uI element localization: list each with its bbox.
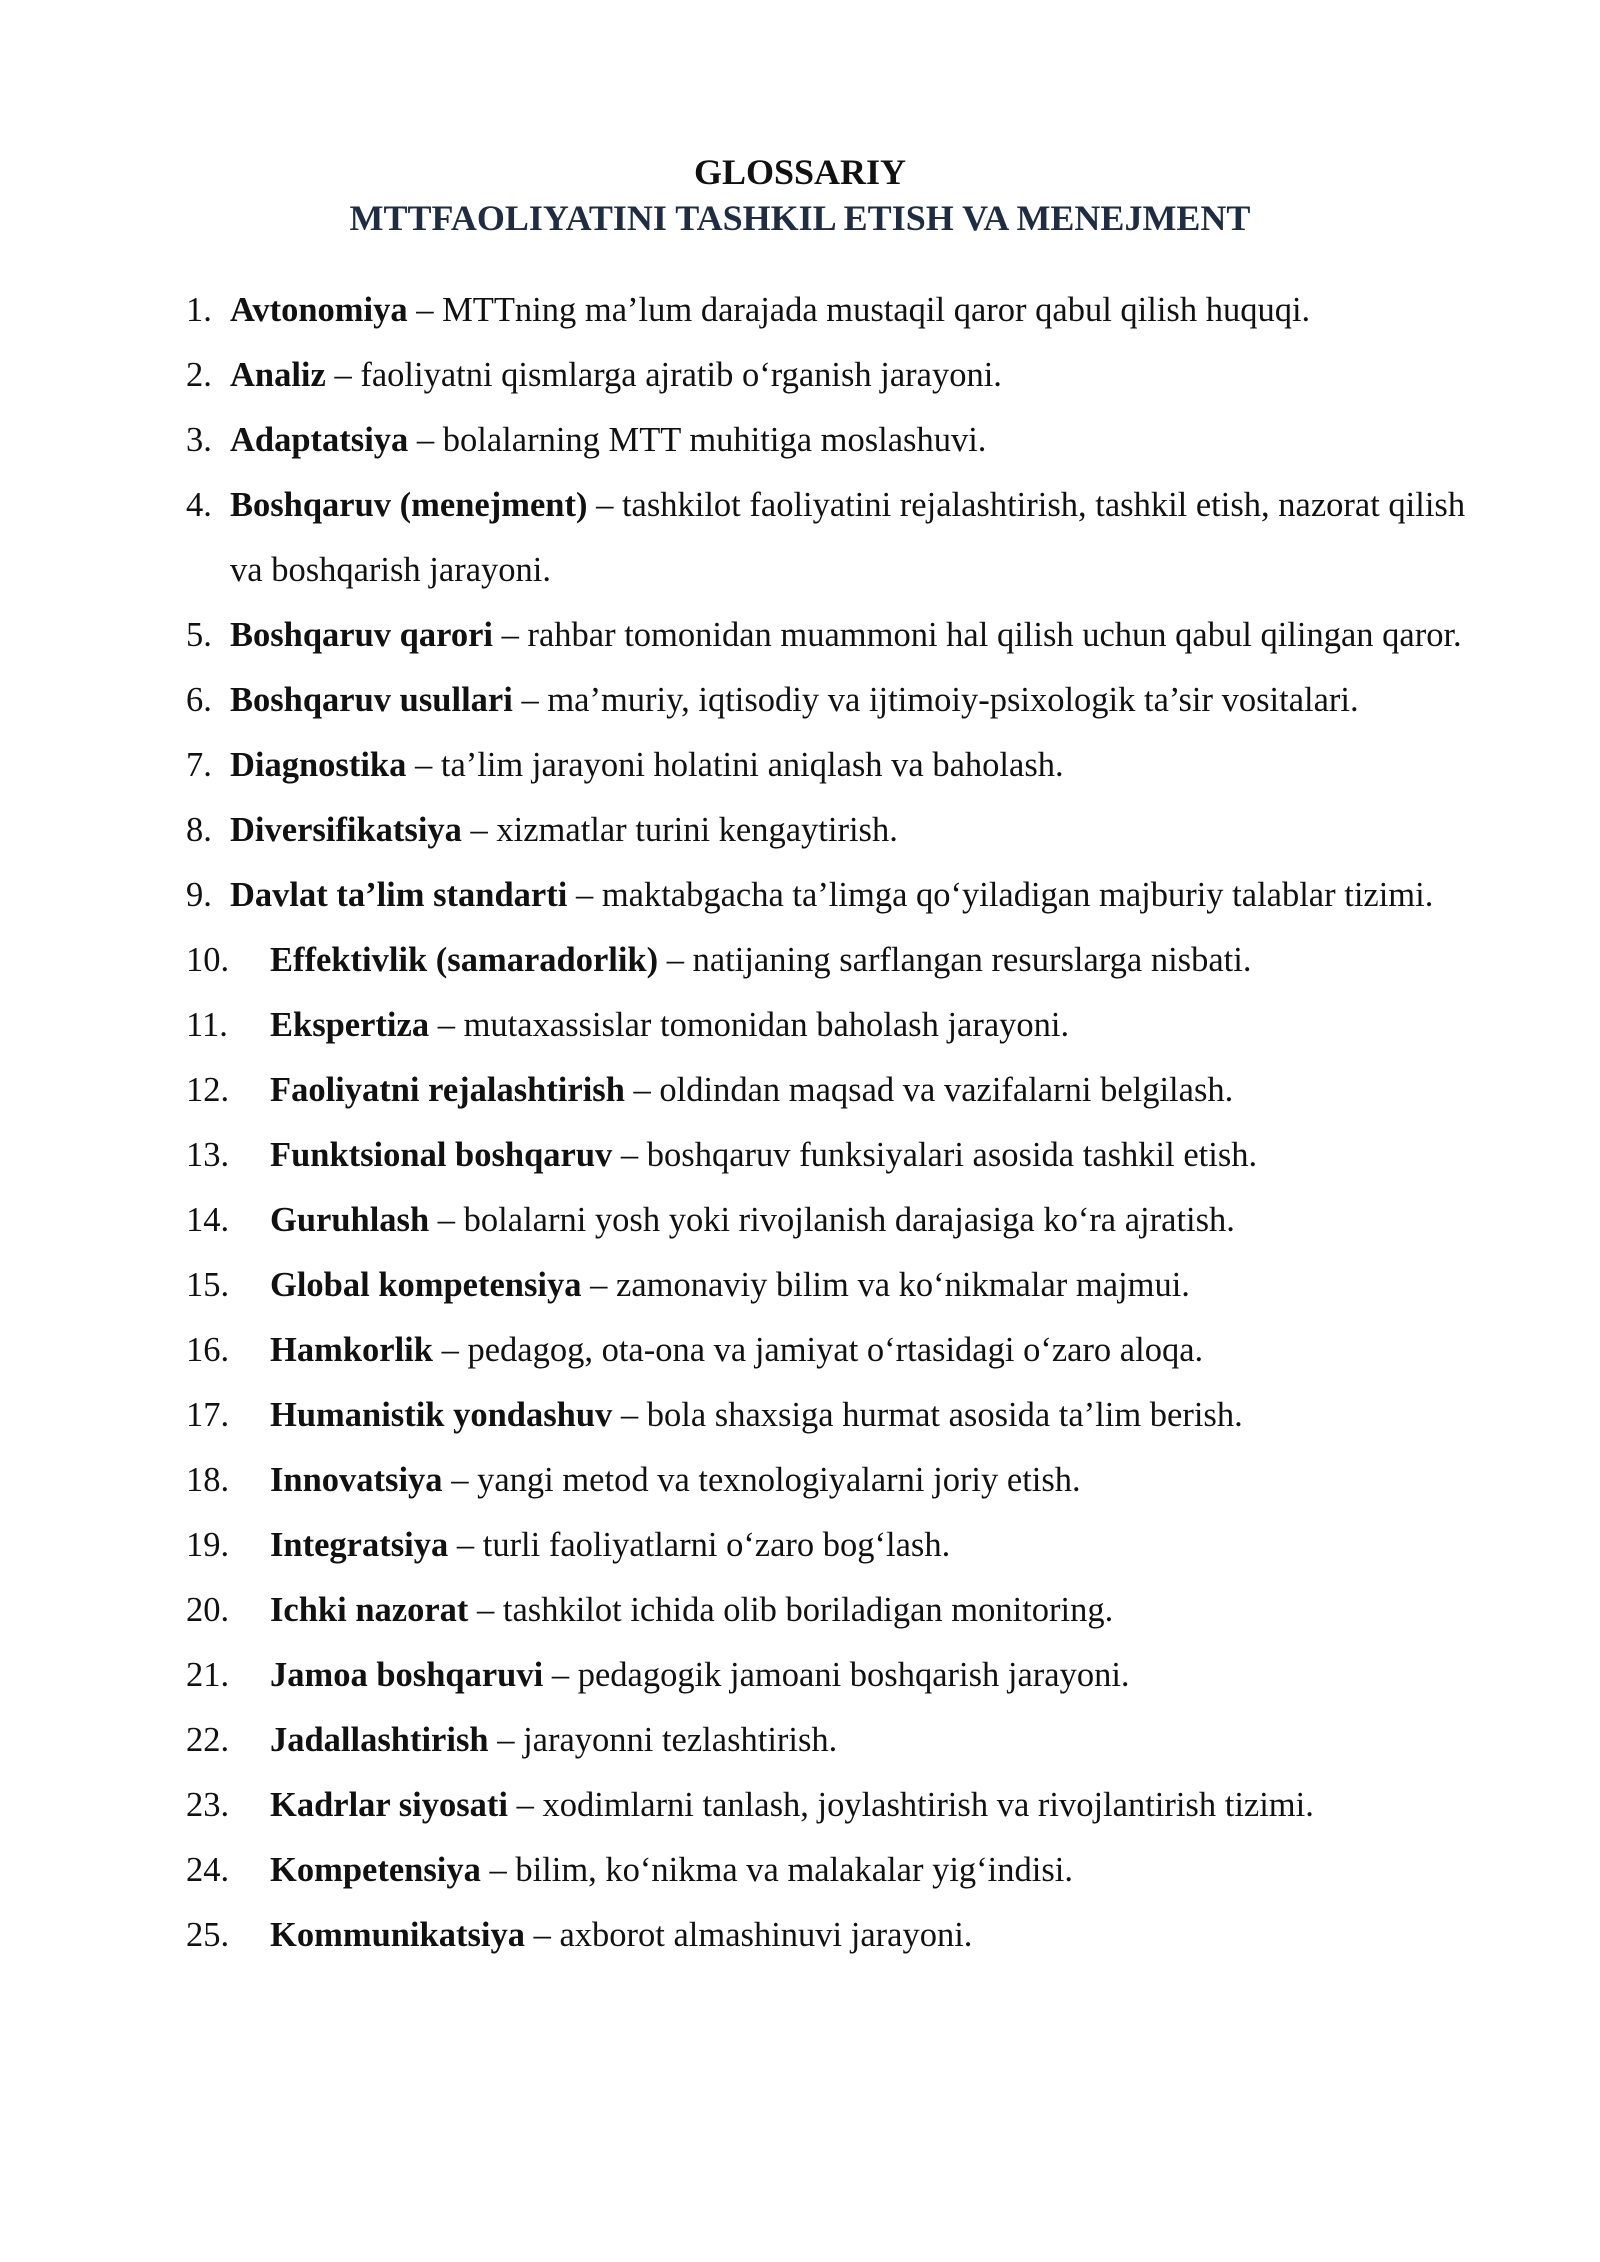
entry-term: Humanistik yondashuv xyxy=(270,1396,613,1434)
entry-number: 8. xyxy=(186,811,212,849)
glossary-entry xyxy=(186,1903,1496,1968)
page-title: GLOSSARIY xyxy=(693,152,907,192)
entry-number: 22. xyxy=(186,1721,230,1759)
glossary-entry xyxy=(186,603,1496,668)
entry-term: Jamoa boshqaruvi xyxy=(270,1656,544,1694)
entry-number: 17. xyxy=(186,1396,230,1434)
entry-term: Boshqaruv (menejment) xyxy=(230,486,588,524)
entry-definition: – mutaxassislar tomonidan baholash jarayoni. xyxy=(429,1006,1070,1044)
glossary-entry xyxy=(186,343,1496,408)
entry-definition: – jarayonni tezlashtirish. xyxy=(488,1721,838,1759)
entry-number: 19. xyxy=(186,1526,230,1564)
entry-term: Kompetensiya xyxy=(270,1851,481,1889)
entry-definition: – zamonaviy bilim va ko‘nikmalar majmui. xyxy=(581,1266,1190,1304)
entry-number: 14. xyxy=(186,1201,230,1239)
entry-number: 23. xyxy=(186,1786,230,1824)
entry-term: Kadrlar siyosati xyxy=(270,1786,508,1824)
entry-definition: – pedagogik jamoani boshqarish jarayoni. xyxy=(543,1656,1130,1694)
glossary-entry xyxy=(186,1513,1496,1578)
entry-definition: – oldindan maqsad va vazifalarni belgilash. xyxy=(624,1071,1234,1109)
entry-definition: – boshqaruv funksiyalari asosida tashkil etish. xyxy=(612,1136,1258,1174)
glossary-entry xyxy=(186,1318,1496,1383)
entry-number: 13. xyxy=(186,1136,230,1174)
entry-definition: – ta’lim jarayoni holatini aniqlash va baholash. xyxy=(406,746,1064,784)
entry-term: Guruhlash xyxy=(270,1201,430,1239)
entry-term: Boshqaruv qarori xyxy=(230,616,493,654)
glossary-entry xyxy=(186,1448,1496,1513)
entry-definition: – ma’muriy, iqtisodiy va ijtimoiy-psixologik ta’sir vositalari. xyxy=(512,681,1359,719)
entry-number: 16. xyxy=(186,1331,230,1369)
entry-term: Global kompetensiya xyxy=(270,1266,582,1304)
entry-definition: – xodimlarni tanlash, joylashtirish va rivojlantirish tizimi. xyxy=(508,1786,1314,1824)
entry-definition: – faoliyatni qismlarga ajratib o‘rganish jarayoni. xyxy=(325,356,1002,394)
entry-definition: – bolalarning MTT muhitiga moslashuvi. xyxy=(408,421,987,459)
glossary-entry xyxy=(186,928,1496,993)
glossary-entry xyxy=(186,1058,1496,1123)
glossary-entry xyxy=(186,1253,1496,1318)
glossary-entry xyxy=(186,473,1496,603)
entry-number: 10. xyxy=(186,941,230,979)
entry-term: Ichki nazorat xyxy=(270,1591,469,1629)
glossary-entry xyxy=(186,1773,1496,1838)
glossary-entry xyxy=(186,993,1496,1058)
entry-definition: – maktabgacha ta’limga qo‘yiladigan majburiy talablar tizimi. xyxy=(567,876,1434,914)
entry-term: Effektivlik (samaradorlik) xyxy=(270,941,659,979)
glossary-entry xyxy=(186,1578,1496,1643)
entry-term: Davlat ta’lim standarti xyxy=(230,876,568,914)
glossary-entry xyxy=(186,1643,1496,1708)
entry-number: 15. xyxy=(186,1266,230,1304)
entry-definition: – xizmatlar turini kengaytirish. xyxy=(461,811,898,849)
glossary-entry xyxy=(186,1123,1496,1188)
entry-term: Diversifikatsiya xyxy=(230,811,462,849)
entry-term: Diagnostika xyxy=(230,746,407,784)
entry-number: 3. xyxy=(186,421,212,459)
entry-definition: – tashkilot faoliyatini rejalashtirish, tashkil etish, nazorat qilish va boshqarish jarayoni. xyxy=(230,486,1466,589)
entry-definition: – yangi metod va texnologiyalarni joriy etish. xyxy=(442,1461,1081,1499)
glossary-entry xyxy=(186,1383,1496,1448)
entry-term: Kommunikatsiya xyxy=(270,1916,525,1954)
entry-definition: – turli faoliyatlarni o‘zaro bog‘lash. xyxy=(448,1526,951,1564)
entry-number: 25. xyxy=(186,1916,230,1954)
entry-definition: – pedagog, ota-ona va jamiyat o‘rtasidagi o‘zaro aloqa. xyxy=(432,1331,1204,1369)
entry-number: 11. xyxy=(186,1006,228,1044)
entry-term: Innovatsiya xyxy=(270,1461,443,1499)
entry-number: 12. xyxy=(186,1071,230,1109)
entry-definition: – bola shaxsiga hurmat asosida ta’lim berish. xyxy=(612,1396,1243,1434)
glossary-entry xyxy=(186,863,1496,928)
entry-number: 6. xyxy=(186,681,212,719)
entry-definition: – bolalarni yosh yoki rivojlanish darajasiga ko‘ra ajratish. xyxy=(429,1201,1235,1239)
glossary-entry xyxy=(186,733,1496,798)
entry-definition: – rahbar tomonidan muammoni hal qilish uchun qabul qilingan qaror. xyxy=(492,616,1462,654)
glossary-entry xyxy=(186,798,1496,863)
entry-term: Integratsiya xyxy=(270,1526,449,1564)
entry-number: 4. xyxy=(186,486,212,524)
entry-term: Funktsional boshqaruv xyxy=(270,1136,613,1174)
glossary-entry xyxy=(186,408,1496,473)
glossary-entry xyxy=(186,668,1496,733)
entry-number: 24. xyxy=(186,1851,230,1889)
entry-definition: – axborot almashinuvi jarayoni. xyxy=(524,1916,973,1954)
entry-term: Faoliyatni rejalashtirish xyxy=(270,1071,625,1109)
entry-term: Analiz xyxy=(230,356,326,394)
entry-term: Boshqaruv usullari xyxy=(230,681,513,719)
entry-term: Avtonomiya xyxy=(230,291,408,329)
entry-definition: – natijaning sarflangan resurslarga nisbati. xyxy=(658,941,1252,979)
glossary-entry xyxy=(186,1708,1496,1773)
entry-term: Ekspertiza xyxy=(270,1006,430,1044)
entry-term: Adaptatsiya xyxy=(230,421,409,459)
entry-term: Hamkorlik xyxy=(270,1331,433,1369)
glossary-entry xyxy=(186,278,1496,343)
entry-definition: – tashkilot ichida olib boriladigan monitoring. xyxy=(468,1591,1114,1629)
glossary-entry xyxy=(186,1838,1496,1903)
entry-number: 18. xyxy=(186,1461,230,1499)
entry-number: 21. xyxy=(186,1656,230,1694)
entry-number: 9. xyxy=(186,876,212,914)
entry-number: 20. xyxy=(186,1591,230,1629)
entry-number: 2. xyxy=(186,356,212,394)
entry-number: 5. xyxy=(186,616,212,654)
entry-number: 7. xyxy=(186,746,212,784)
entry-number: 1. xyxy=(186,291,212,329)
entry-definition: – MTTning ma’lum darajada mustaqil qaror qabul qilish huquqi. xyxy=(407,291,1311,329)
page-subtitle: MTTFAOLIYATINI TASHKIL ETISH VA MENEJMENT xyxy=(349,198,1251,238)
entry-term: Jadallashtirish xyxy=(270,1721,489,1759)
glossary-entry xyxy=(186,1188,1496,1253)
entry-definition: – bilim, ko‘nikma va malakalar yig‘indisi. xyxy=(480,1851,1073,1889)
glossary-list xyxy=(186,278,1496,1968)
